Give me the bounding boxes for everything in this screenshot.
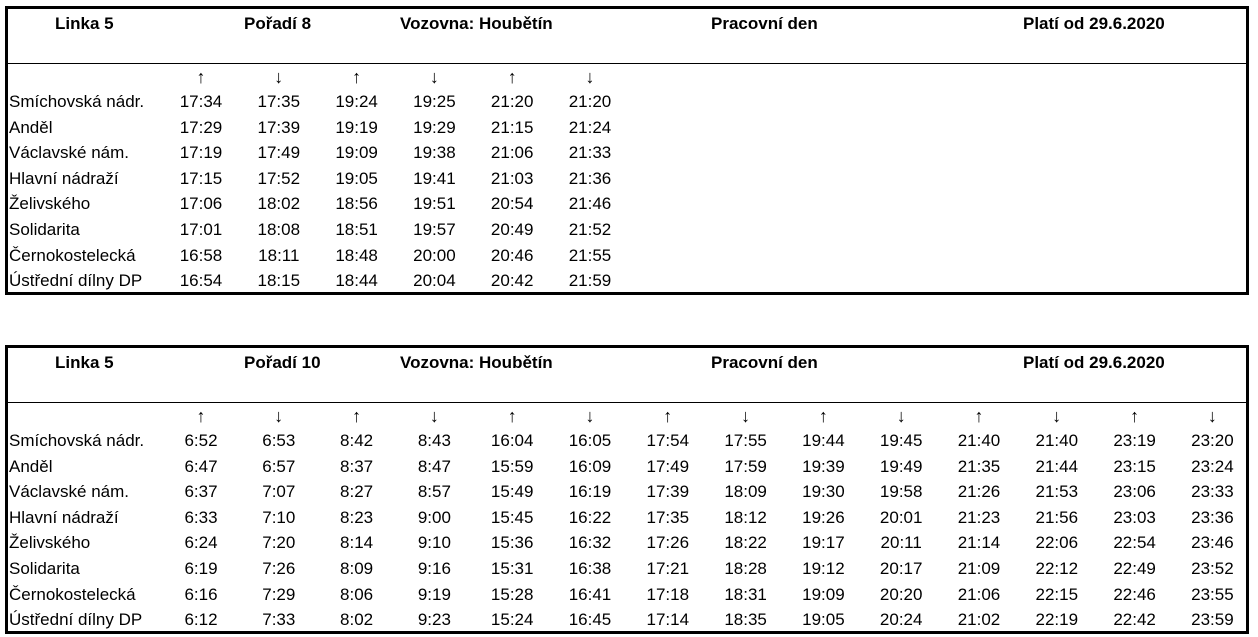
stop-name: Solidarita <box>9 559 80 578</box>
departure-time: 19:30 <box>802 482 845 502</box>
departure-time: 23:59 <box>1191 610 1234 630</box>
departure-time: 7:26 <box>262 559 296 578</box>
departure-time: 6:19 <box>184 559 218 578</box>
departure-time: 8:37 <box>340 456 374 476</box>
table-row <box>8 268 1246 293</box>
departure-time: 17:19 <box>179 143 223 163</box>
departure-time: 18:28 <box>724 559 767 578</box>
departure-time: 6:57 <box>262 456 296 476</box>
departure-time: 22:06 <box>1035 533 1079 553</box>
departure-time: 18:22 <box>724 533 767 553</box>
stop-name: Ústřední dílny DP <box>9 610 143 630</box>
stop-name: Černokostelecká <box>9 245 136 265</box>
departure-time: 20:00 <box>413 245 456 265</box>
departure-time: 21:14 <box>957 533 1001 553</box>
departure-time: 19:29 <box>413 117 456 137</box>
departure-time: 18:11 <box>258 245 300 265</box>
departure-time: 6:24 <box>184 533 218 553</box>
departure-time: 19:09 <box>335 143 378 163</box>
departure-time: 23:55 <box>1191 584 1234 604</box>
departure-time: 23:15 <box>1113 456 1156 476</box>
departure-time: 9:16 <box>417 559 451 578</box>
departure-time: 18:56 <box>335 194 378 214</box>
departure-time: 17:18 <box>646 584 690 604</box>
stop-name: Hlavní nádraží <box>9 507 119 527</box>
arrow-up-icon: ↑ <box>507 406 517 426</box>
departure-time: 19:05 <box>335 168 378 188</box>
departure-time: 22:49 <box>1113 559 1156 578</box>
departure-time: 15:28 <box>490 584 534 604</box>
arrow-down-icon: ↓ <box>429 406 439 426</box>
departure-time: 19:49 <box>879 456 923 476</box>
departure-time: 23:24 <box>1191 456 1234 476</box>
table-row <box>8 140 1246 165</box>
arrow-up-icon: ↑ <box>196 406 206 426</box>
table-row <box>8 530 1246 555</box>
departure-time: 23:19 <box>1113 431 1156 450</box>
table-row <box>8 89 1246 114</box>
departure-time: 18:31 <box>724 584 767 604</box>
departure-time: 16:04 <box>490 431 534 450</box>
departure-time: 15:24 <box>490 610 534 630</box>
departure-time: 19:57 <box>413 220 456 239</box>
departure-time: 20:49 <box>490 220 534 239</box>
departure-time: 21:52 <box>568 220 612 239</box>
stop-name: Hlavní nádraží <box>9 168 119 188</box>
table-row <box>8 454 1246 479</box>
departure-time: 23:46 <box>1191 533 1234 553</box>
departure-time: 18:12 <box>724 507 767 527</box>
line-label: Linka 5 <box>55 353 114 372</box>
departure-time: 18:15 <box>257 271 301 291</box>
timetable-pořadí-10 <box>5 345 1249 634</box>
departure-time: 22:46 <box>1113 584 1156 604</box>
departure-time: 23:06 <box>1113 482 1156 502</box>
departure-time: 15:36 <box>490 533 534 553</box>
stop-name: Černokostelecká <box>9 584 136 604</box>
arrow-up-icon: ↑ <box>352 406 362 426</box>
departure-time: 19:44 <box>802 431 845 450</box>
departure-time: 18:02 <box>257 194 301 214</box>
departure-time: 23:52 <box>1191 559 1234 578</box>
departure-time: 16:58 <box>179 245 223 265</box>
departure-time: 8:57 <box>417 482 451 502</box>
stop-name: Smíchovská nádr. <box>9 92 145 111</box>
departure-time: 19:19 <box>335 117 378 137</box>
departure-time: 8:43 <box>417 431 451 450</box>
departure-time: 18:44 <box>335 271 378 291</box>
arrow-down-icon: ↓ <box>1052 406 1062 426</box>
departure-time: 21:06 <box>490 143 534 163</box>
departure-time: 7:07 <box>262 482 296 502</box>
departure-time: 21:33 <box>568 143 612 163</box>
departure-time: 17:35 <box>257 92 301 111</box>
departure-time: 19:41 <box>413 168 456 188</box>
order-label: Pořadí 8 <box>244 14 312 33</box>
departure-time: 9:19 <box>417 584 451 604</box>
departure-time: 19:24 <box>335 92 378 111</box>
departure-time: 8:14 <box>340 533 374 553</box>
table-row <box>8 428 1246 453</box>
departure-time: 17:06 <box>179 194 223 214</box>
table-row <box>8 166 1246 191</box>
departure-time: 19:25 <box>413 92 456 111</box>
stop-name: Želivského <box>9 194 91 214</box>
departure-time: 21:56 <box>1035 507 1079 527</box>
departure-time: 18:09 <box>724 482 767 502</box>
line-label: Linka 5 <box>55 14 114 33</box>
stop-name: Anděl <box>9 456 53 476</box>
departure-time: 19:26 <box>802 507 845 527</box>
table-row <box>8 607 1246 632</box>
departure-time: 8:09 <box>340 559 374 578</box>
departure-time: 21:40 <box>1035 431 1079 450</box>
departure-time: 21:59 <box>568 271 612 291</box>
departure-time: 18:08 <box>257 220 301 239</box>
departure-time: 21:15 <box>490 117 534 137</box>
departure-time: 21:26 <box>957 482 1001 502</box>
stop-name: Anděl <box>9 117 53 137</box>
departure-time: 21:24 <box>568 117 612 137</box>
departure-time: 17:26 <box>646 533 690 553</box>
departure-time: 20:24 <box>879 610 923 630</box>
departure-time: 16:45 <box>568 610 612 630</box>
departure-time: 21:02 <box>957 610 1001 630</box>
depot-label: Vozovna: Houbětín <box>400 353 553 372</box>
departure-time: 8:47 <box>417 456 451 476</box>
arrow-up-icon: ↑ <box>663 406 673 426</box>
departure-time: 6:52 <box>184 431 218 450</box>
departure-time: 21:53 <box>1035 482 1079 502</box>
stop-name: Václavské nám. <box>9 143 129 163</box>
departure-time: 20:04 <box>413 271 456 291</box>
departure-time: 19:39 <box>802 456 845 476</box>
departure-time: 23:20 <box>1191 431 1234 450</box>
departure-time: 15:59 <box>490 456 534 476</box>
departure-time: 17:15 <box>179 168 223 188</box>
arrow-up-icon: ↑ <box>507 67 517 87</box>
arrow-up-icon: ↑ <box>196 67 206 87</box>
table-row <box>8 556 1246 581</box>
departure-time: 21:20 <box>490 92 534 111</box>
departure-time: 21:35 <box>957 456 1001 476</box>
timetable-header <box>8 9 1246 64</box>
departure-time: 16:54 <box>179 271 223 291</box>
departure-time: 21:03 <box>490 168 534 188</box>
departure-time: 16:41 <box>568 584 612 604</box>
day-type-label: Pracovní den <box>711 14 818 33</box>
direction-row <box>8 66 1246 88</box>
arrow-down-icon: ↓ <box>1207 406 1217 426</box>
departure-time: 6:12 <box>184 610 218 630</box>
table-row <box>8 505 1246 530</box>
arrow-up-icon: ↑ <box>818 406 828 426</box>
departure-time: 6:53 <box>262 431 296 450</box>
departure-time: 19:45 <box>879 431 923 450</box>
arrow-up-icon: ↑ <box>1130 406 1140 426</box>
departure-time: 23:36 <box>1191 507 1234 527</box>
departure-time: 21:46 <box>568 194 612 214</box>
arrow-up-icon: ↑ <box>974 406 984 426</box>
arrow-down-icon: ↓ <box>896 406 906 426</box>
departure-time: 17:34 <box>179 92 223 111</box>
arrow-down-icon: ↓ <box>429 67 439 87</box>
departure-time: 23:33 <box>1191 482 1234 502</box>
departure-time: 15:31 <box>490 559 534 578</box>
departure-time: 17:49 <box>257 143 301 163</box>
departure-time: 19:09 <box>802 584 845 604</box>
departure-time: 15:49 <box>490 482 534 502</box>
arrow-down-icon: ↓ <box>274 67 284 87</box>
stop-name: Ústřední dílny DP <box>9 271 143 291</box>
departure-time: 9:10 <box>417 533 451 553</box>
departure-time: 17:52 <box>257 168 301 188</box>
departure-time: 19:17 <box>802 533 845 553</box>
departure-time: 20:20 <box>879 584 923 604</box>
departure-time: 17:21 <box>646 559 690 578</box>
stop-name: Smíchovská nádr. <box>9 431 145 450</box>
departure-time: 17:55 <box>724 431 767 450</box>
arrow-down-icon: ↓ <box>274 406 284 426</box>
departure-time: 17:49 <box>646 456 690 476</box>
departure-time: 16:32 <box>568 533 612 553</box>
departure-time: 8:02 <box>340 610 374 630</box>
departure-time: 19:12 <box>802 559 845 578</box>
direction-row <box>8 405 1246 427</box>
departure-time: 21:23 <box>957 507 1001 527</box>
departure-time: 20:17 <box>879 559 923 578</box>
departure-time: 19:58 <box>879 482 923 502</box>
departure-time: 7:20 <box>262 533 296 553</box>
departure-time: 23:03 <box>1113 507 1156 527</box>
departure-time: 20:42 <box>490 271 534 291</box>
departure-time: 22:19 <box>1035 610 1079 630</box>
departure-time: 17:14 <box>646 610 690 630</box>
validity-label: Platí od 29.6.2020 <box>1023 353 1165 372</box>
departure-time: 19:05 <box>802 610 845 630</box>
departure-time: 6:47 <box>184 456 218 476</box>
departure-time: 8:27 <box>340 482 374 502</box>
departure-time: 16:05 <box>568 431 612 450</box>
departure-time: 19:51 <box>413 194 456 214</box>
departure-time: 17:39 <box>257 117 301 137</box>
arrow-up-icon: ↑ <box>352 67 362 87</box>
departure-time: 8:42 <box>340 431 374 450</box>
departure-time: 8:06 <box>340 584 374 604</box>
departure-time: 16:38 <box>568 559 612 578</box>
departure-time: 21:55 <box>568 245 612 265</box>
departure-time: 18:51 <box>335 220 378 239</box>
departure-time: 22:12 <box>1035 559 1079 578</box>
departure-time: 22:15 <box>1035 584 1079 604</box>
table-row <box>8 243 1246 268</box>
departure-time: 20:01 <box>879 507 923 527</box>
departure-time: 22:54 <box>1113 533 1156 553</box>
departure-time: 21:06 <box>957 584 1001 604</box>
depot-label: Vozovna: Houbětín <box>400 14 553 33</box>
departure-time: 17:35 <box>646 507 690 527</box>
departure-time: 17:39 <box>646 482 690 502</box>
departure-time: 20:11 <box>880 533 922 553</box>
departure-time: 6:37 <box>184 482 218 502</box>
stop-name: Želivského <box>9 533 91 553</box>
day-type-label: Pracovní den <box>711 353 818 372</box>
departure-time: 17:29 <box>179 117 223 137</box>
departure-time: 16:19 <box>568 482 612 502</box>
departure-time: 20:54 <box>490 194 534 214</box>
departure-time: 6:16 <box>184 584 218 604</box>
departure-time: 9:23 <box>417 610 451 630</box>
table-row <box>8 217 1246 242</box>
stop-name: Solidarita <box>9 220 80 239</box>
departure-time: 21:20 <box>568 92 612 111</box>
departure-time: 16:22 <box>568 507 612 527</box>
departure-time: 22:42 <box>1113 610 1156 630</box>
departure-time: 7:33 <box>262 610 296 630</box>
departure-time: 17:59 <box>724 456 767 476</box>
departure-time: 16:09 <box>568 456 612 476</box>
arrow-down-icon: ↓ <box>585 406 595 426</box>
arrow-down-icon: ↓ <box>585 67 595 87</box>
departure-time: 6:33 <box>184 507 218 527</box>
validity-label: Platí od 29.6.2020 <box>1023 14 1165 33</box>
table-row <box>8 191 1246 216</box>
timetable-header <box>8 348 1246 403</box>
departure-time: 7:29 <box>262 584 296 604</box>
departure-time: 21:44 <box>1035 456 1079 476</box>
departure-time: 20:46 <box>490 245 534 265</box>
departure-time: 19:38 <box>413 143 456 163</box>
departure-time: 21:36 <box>568 168 612 188</box>
arrow-down-icon: ↓ <box>741 406 751 426</box>
table-row <box>8 582 1246 607</box>
timetable-pořadí-8 <box>5 6 1249 295</box>
table-row <box>8 115 1246 140</box>
departure-time: 18:35 <box>724 610 767 630</box>
departure-time: 17:01 <box>179 220 223 239</box>
departure-time: 21:09 <box>957 559 1001 578</box>
departure-time: 7:10 <box>262 507 296 527</box>
departure-time: 21:40 <box>957 431 1001 450</box>
departure-time: 9:00 <box>417 507 451 527</box>
departure-time: 15:45 <box>490 507 534 527</box>
departure-time: 17:54 <box>646 431 690 450</box>
departure-time: 18:48 <box>335 245 378 265</box>
order-label: Pořadí 10 <box>244 353 321 372</box>
departure-time: 8:23 <box>340 507 374 527</box>
stop-name: Václavské nám. <box>9 482 129 502</box>
table-row <box>8 479 1246 504</box>
